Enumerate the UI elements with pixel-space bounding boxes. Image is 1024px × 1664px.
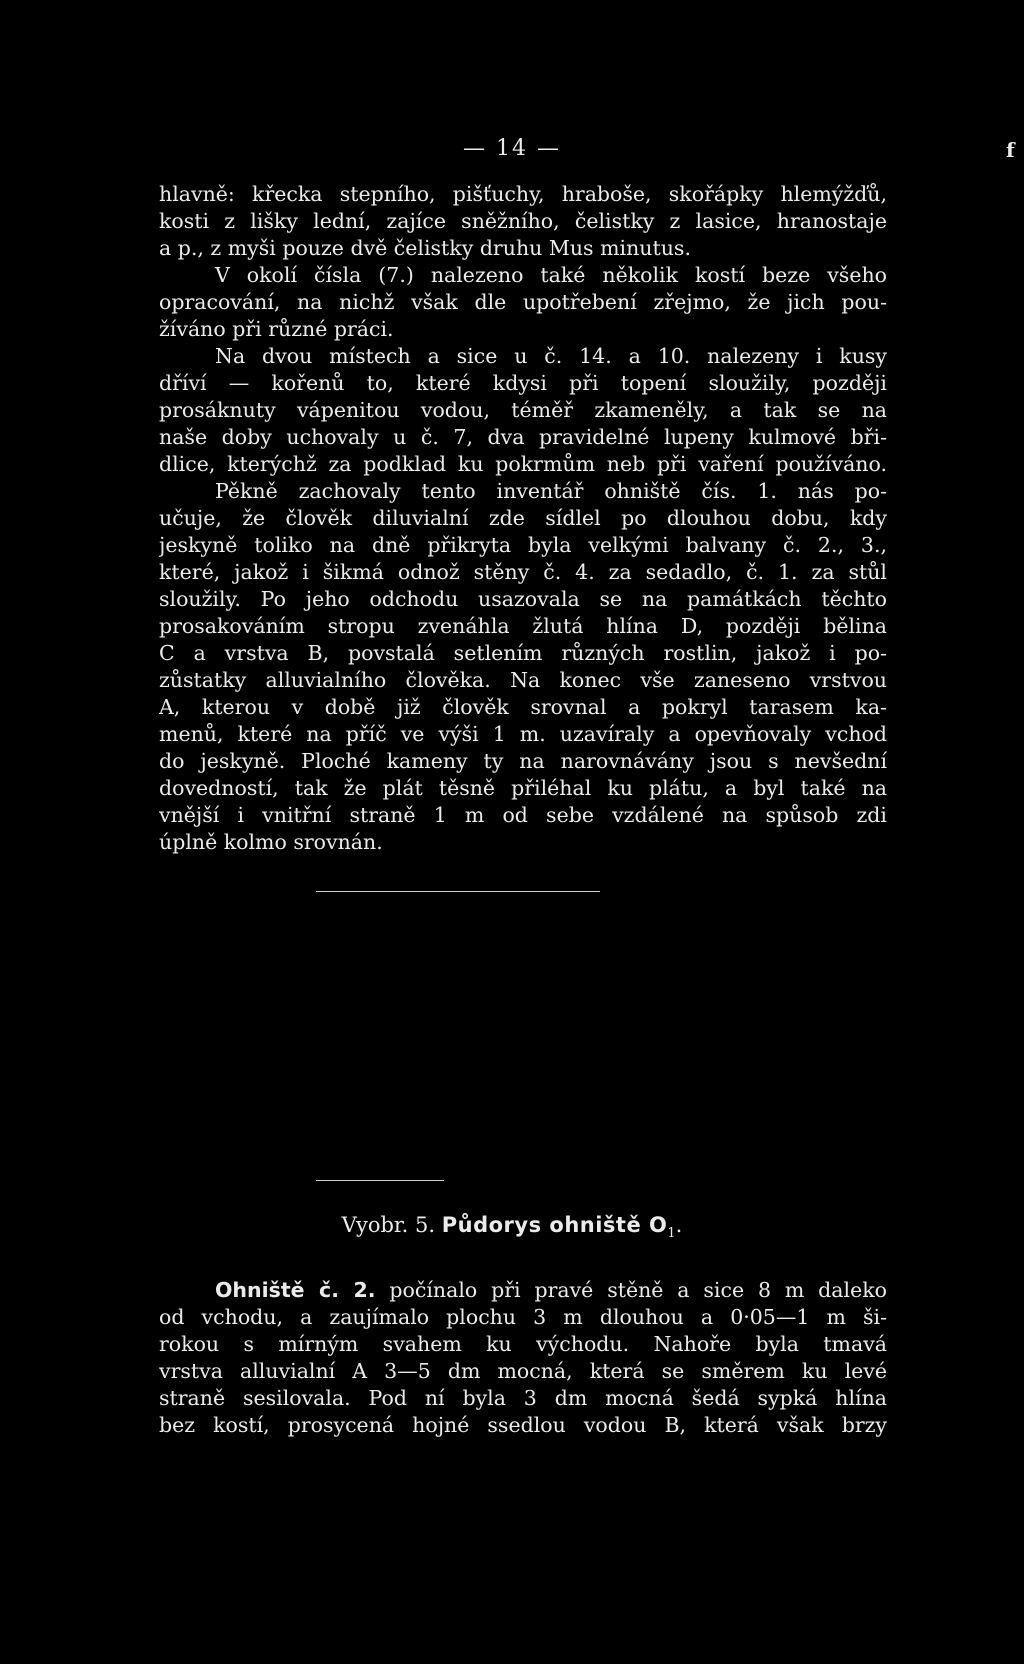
body-text — [159, 181, 887, 856]
text-line: dříví — kořenů to, které kdysi při topení sloužily, později — [159, 371, 887, 395]
figure-suffix: . — [675, 1213, 683, 1237]
text-line: prosáknuty vápenitou vodou, téměř zkameněly, a tak se na — [159, 398, 887, 422]
text-line: zůstatky alluvialního člověka. Na konec vše zaneseno vrstvou — [159, 668, 887, 692]
text-line: úplně kolmo srovnán. — [159, 830, 383, 854]
text-line: od vchodu, a zaujímalo plochu 3 m dlouhou a 0·05—1 m ši- — [159, 1305, 887, 1329]
section-lead: Ohniště č. 2. — [215, 1278, 376, 1302]
text-line: Pěkně zachovaly tento inventář ohniště čís. 1. nás po- — [215, 479, 887, 503]
divider-rule — [316, 1180, 444, 1181]
edge-mark: f — [1006, 138, 1015, 162]
text-line: V okolí čísla (7.) nalezeno také několik kostí beze všeho — [215, 263, 887, 287]
text-line: do jeskyně. Ploché kameny ty na narovnávány jsou s nevšední — [159, 749, 887, 773]
figure-subscript: 1 — [667, 1226, 676, 1242]
text-line: které, jakož i šikmá odnož stěny č. 4. za sedadlo, č. 1. za stůl — [159, 560, 887, 584]
text-line: rokou s mírným svahem ku východu. Nahoře byla tmavá — [159, 1332, 887, 1356]
text-line: A, kterou v době již člověk srovnal a pokryl tarasem ka- — [159, 695, 887, 719]
text-line: dovedností, tak že plát těsně přiléhal ku plátu, a byl také na — [159, 776, 887, 800]
section-line: počínalo při pravé stěně a sice 8 m daleko — [389, 1278, 887, 1302]
text-line: kosti z lišky lední, zajíce sněžního, čelistky z lasice, hranostaje — [159, 209, 887, 233]
text-line: a p., z myši pouze dvě čelistky druhu Mus minutus. — [159, 236, 691, 260]
text-line: Na dvou místech a sice u č. 14. a 10. nalezeny i kusy — [215, 344, 887, 368]
text-line: C a vrstva B, povstalá setlením různých rostlin, jakož i po- — [159, 641, 887, 665]
section-text — [159, 1277, 887, 1439]
text-line: straně sesilovala. Pod ní byla 3 dm mocná šedá sypká hlína — [159, 1386, 887, 1410]
text-line: žíváno při různé práci. — [159, 317, 394, 341]
text-line: dlice, kterýchž za podklad ku pokrmům neb při vaření používáno. — [159, 452, 887, 476]
text-line: naše doby uchovaly u č. 7, dva pravidelné lupeny kulmové bři- — [159, 425, 887, 449]
text-line — [159, 1277, 887, 1304]
text-line: učuje, že člověk diluvialní zde sídlel po dlouhou dobu, kdy — [159, 506, 887, 530]
text-line: bez kostí, prosycená hojné ssedlou vodou B, která však brzy — [159, 1413, 887, 1437]
text-line: vnější i vnitřní straně 1 m od sebe vzdálené na spůsob zdi — [159, 803, 887, 827]
figure-title: Půdorys ohniště O — [441, 1213, 668, 1237]
text-line: sloužily. Po jeho odchodu usazovala se na památkách těchto — [159, 587, 887, 611]
text-line: prosakováním stropu zvenáhla žlutá hlína D, později bělina — [159, 614, 887, 638]
text-line: menů, které na příč ve výši 1 m. uzavíraly a opevňovaly vchod — [159, 722, 887, 746]
text-line: hlavně: křecka stepního, pišťuchy, hraboše, skořápky hlemýžďů, — [159, 182, 887, 206]
text-line: vrstva alluvialní A 3—5 dm mocná, která se směrem ku levé — [159, 1359, 887, 1383]
figure-prefix: Vyobr. 5. — [341, 1213, 436, 1237]
page-number: — 14 — — [463, 136, 561, 161]
divider-rule — [316, 891, 600, 892]
figure-caption — [0, 1213, 1024, 1241]
text-line: opracování, na nichž však dle upotřebení zřejmo, že jich pou- — [159, 290, 887, 314]
text-line: jeskyně toliko na dně přikryta byla velkými balvany č. 2., 3., — [159, 533, 887, 557]
